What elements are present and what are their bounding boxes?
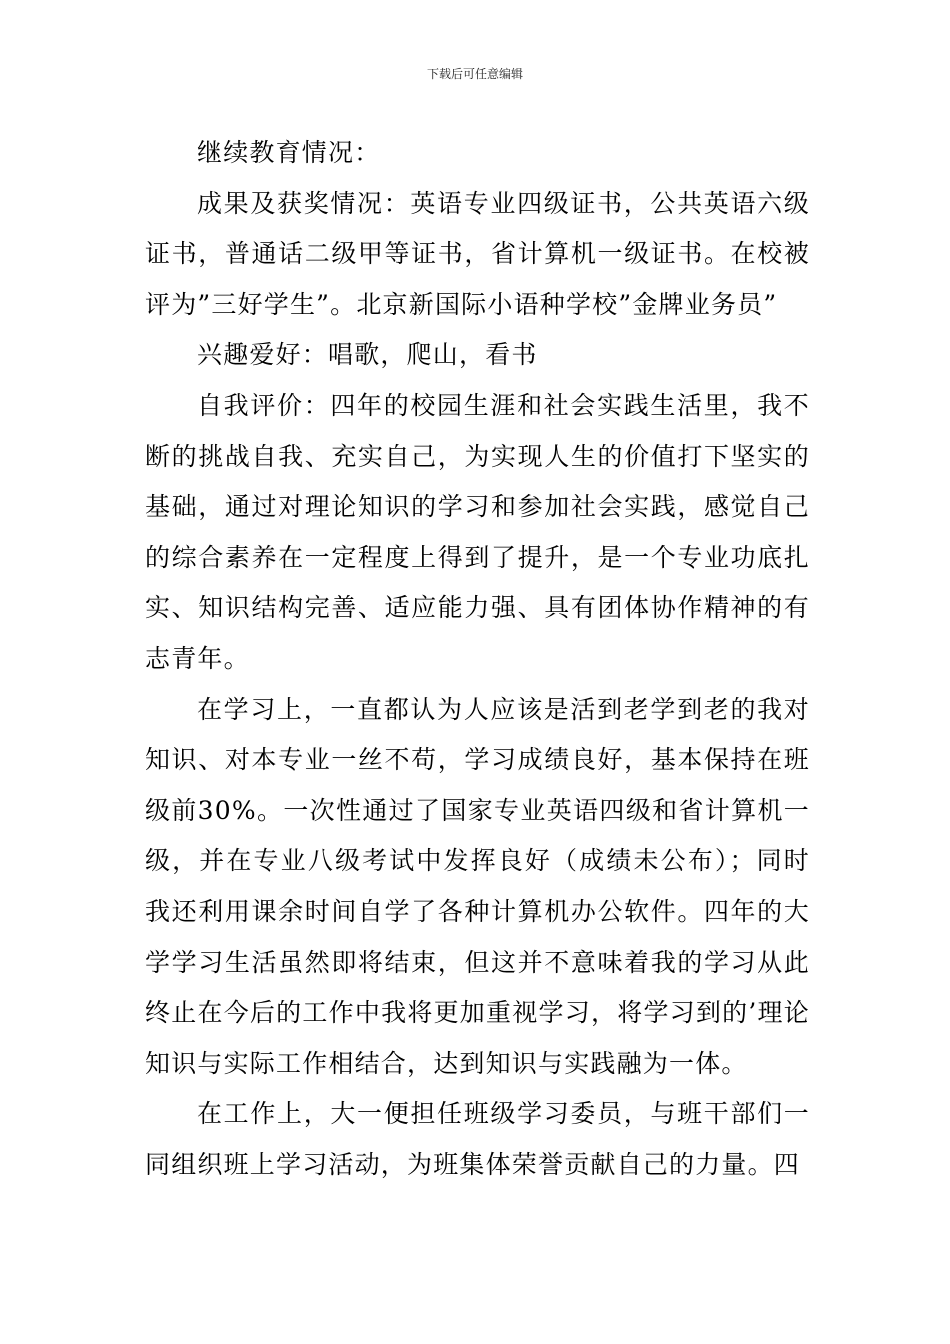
paragraph-continuing-education: 继续教育情况： <box>197 138 381 167</box>
paragraph-self-evaluation: 自我评价：四年的校园生涯和社会实践生活里，我不断的挑战自我、充实自己，为实现人生的价值打下坚实的基础，通过对理论知识的学习和参加社会实践，感觉自己的综合素养在一定程度上得到了提升，是一个专业功底扎实、知识结构完善、适应能力强、具有团体协作精神的有志青年。 <box>145 390 810 673</box>
document-body <box>145 128 810 1190</box>
paragraph-achievements-awards: 成果及获奖情况：英语专业四级证书，公共英语六级证书，普通话二级甲等证书，省计算机一级证书。在校被评为”三好学生”。北京新国际小语种学校”金牌业务员” <box>145 188 810 319</box>
paragraph-hobbies: 兴趣爱好：唱歌，爬山，看书 <box>197 340 538 370</box>
paragraph-study: 在学习上，一直都认为人应该是活到老学到老的我对知识、对本专业一丝不苟，学习成绩良好，基本保持在班级前30%。一次性通过了国家专业英语四级和省计算机一级，并在专业八级考试中发挥良好（成绩未公布）；同时我还利用课余时间自学了各种计算机办公软件。四年的大学学习生活虽然即将结束，但这并不意味着我的学习从此终止在今后的工作中我将更加重视学习，将学习到的’理论知识与实际工作相结合，达到知识与实践融为一体。 <box>145 694 810 1078</box>
paragraph-work: 在工作上，大一便担任班级学习委员，与班干部们一同组织班上学习活动，为班集体荣誉贡献自己的力量。四 <box>145 1099 810 1179</box>
page-header: 下载后可任意编辑 <box>426 67 523 81</box>
